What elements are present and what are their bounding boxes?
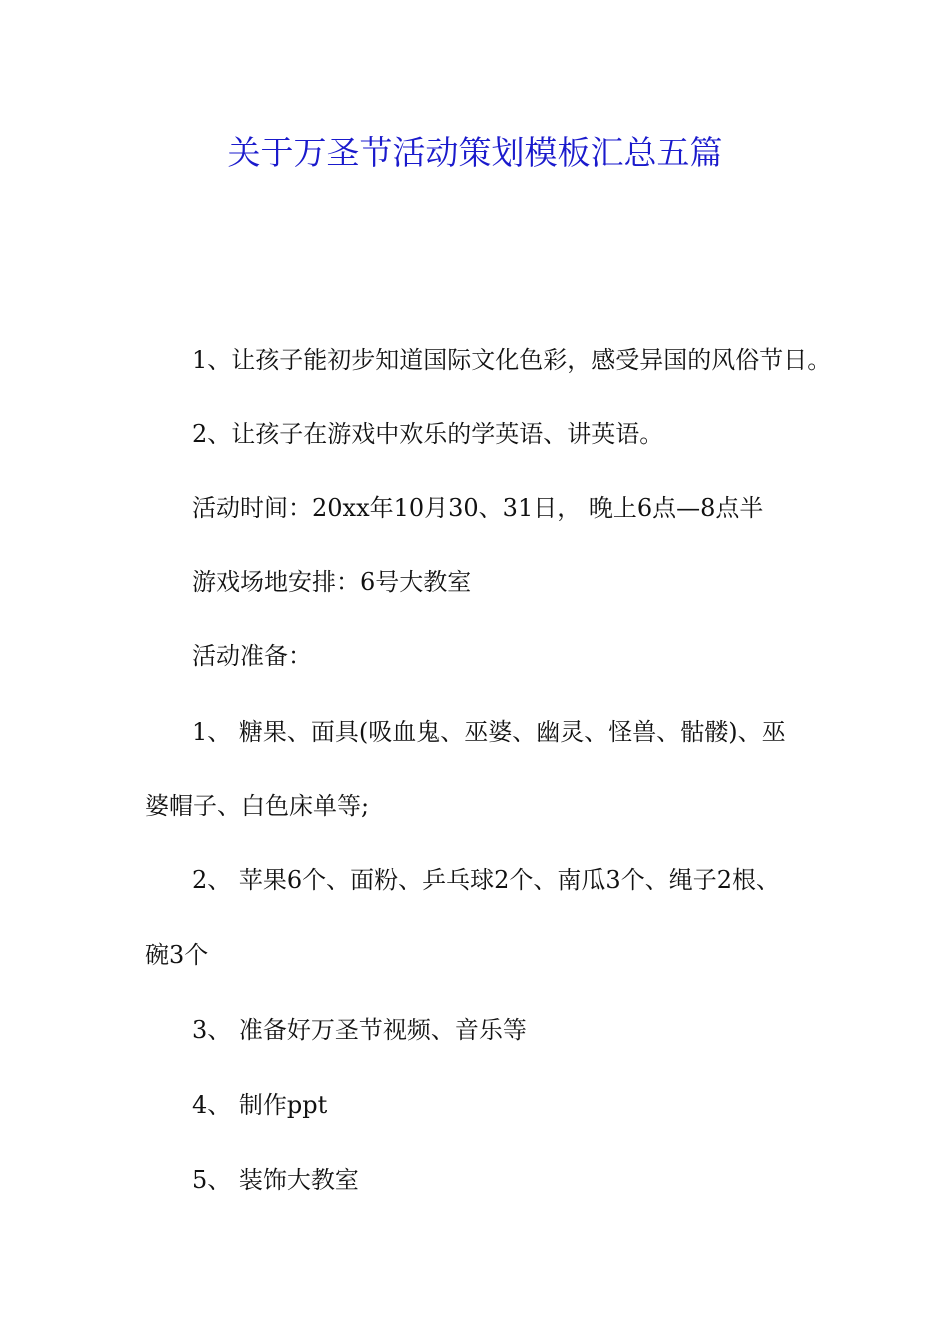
paragraph-venue: 游戏场地安排：6号大教室 [192, 568, 472, 596]
list-item-2-continued: 碗3个 [145, 941, 209, 969]
paragraph-preparation-heading: 活动准备： [192, 642, 312, 670]
page-title: 关于万圣节活动策划模板汇总五篇 [227, 133, 723, 172]
list-item-3: 3、 准备好万圣节视频、音乐等 [192, 1016, 527, 1044]
paragraph-goal-2: 2、让孩子在游戏中欢乐的学英语、讲英语。 [192, 420, 664, 448]
list-item-5: 5、 装饰大教室 [192, 1166, 359, 1194]
list-item-1-continued: 婆帽子、白色床单等; [145, 792, 370, 820]
paragraph-goal-1: 1、让孩子能初步知道国际文化色彩，感受异国的风俗节日。 [192, 346, 832, 374]
list-item-1: 1、 糖果、面具(吸血鬼、巫婆、幽灵、怪兽、骷髅)、巫 [192, 718, 786, 746]
list-item-4: 4、 制作ppt [192, 1091, 328, 1119]
list-item-2: 2、 苹果6个、面粉、乒乓球2个、南瓜3个、绳子2根、 [192, 866, 780, 894]
paragraph-activity-time: 活动时间：20xx年10月30、31日， 晚上6点—8点半 [192, 494, 764, 522]
